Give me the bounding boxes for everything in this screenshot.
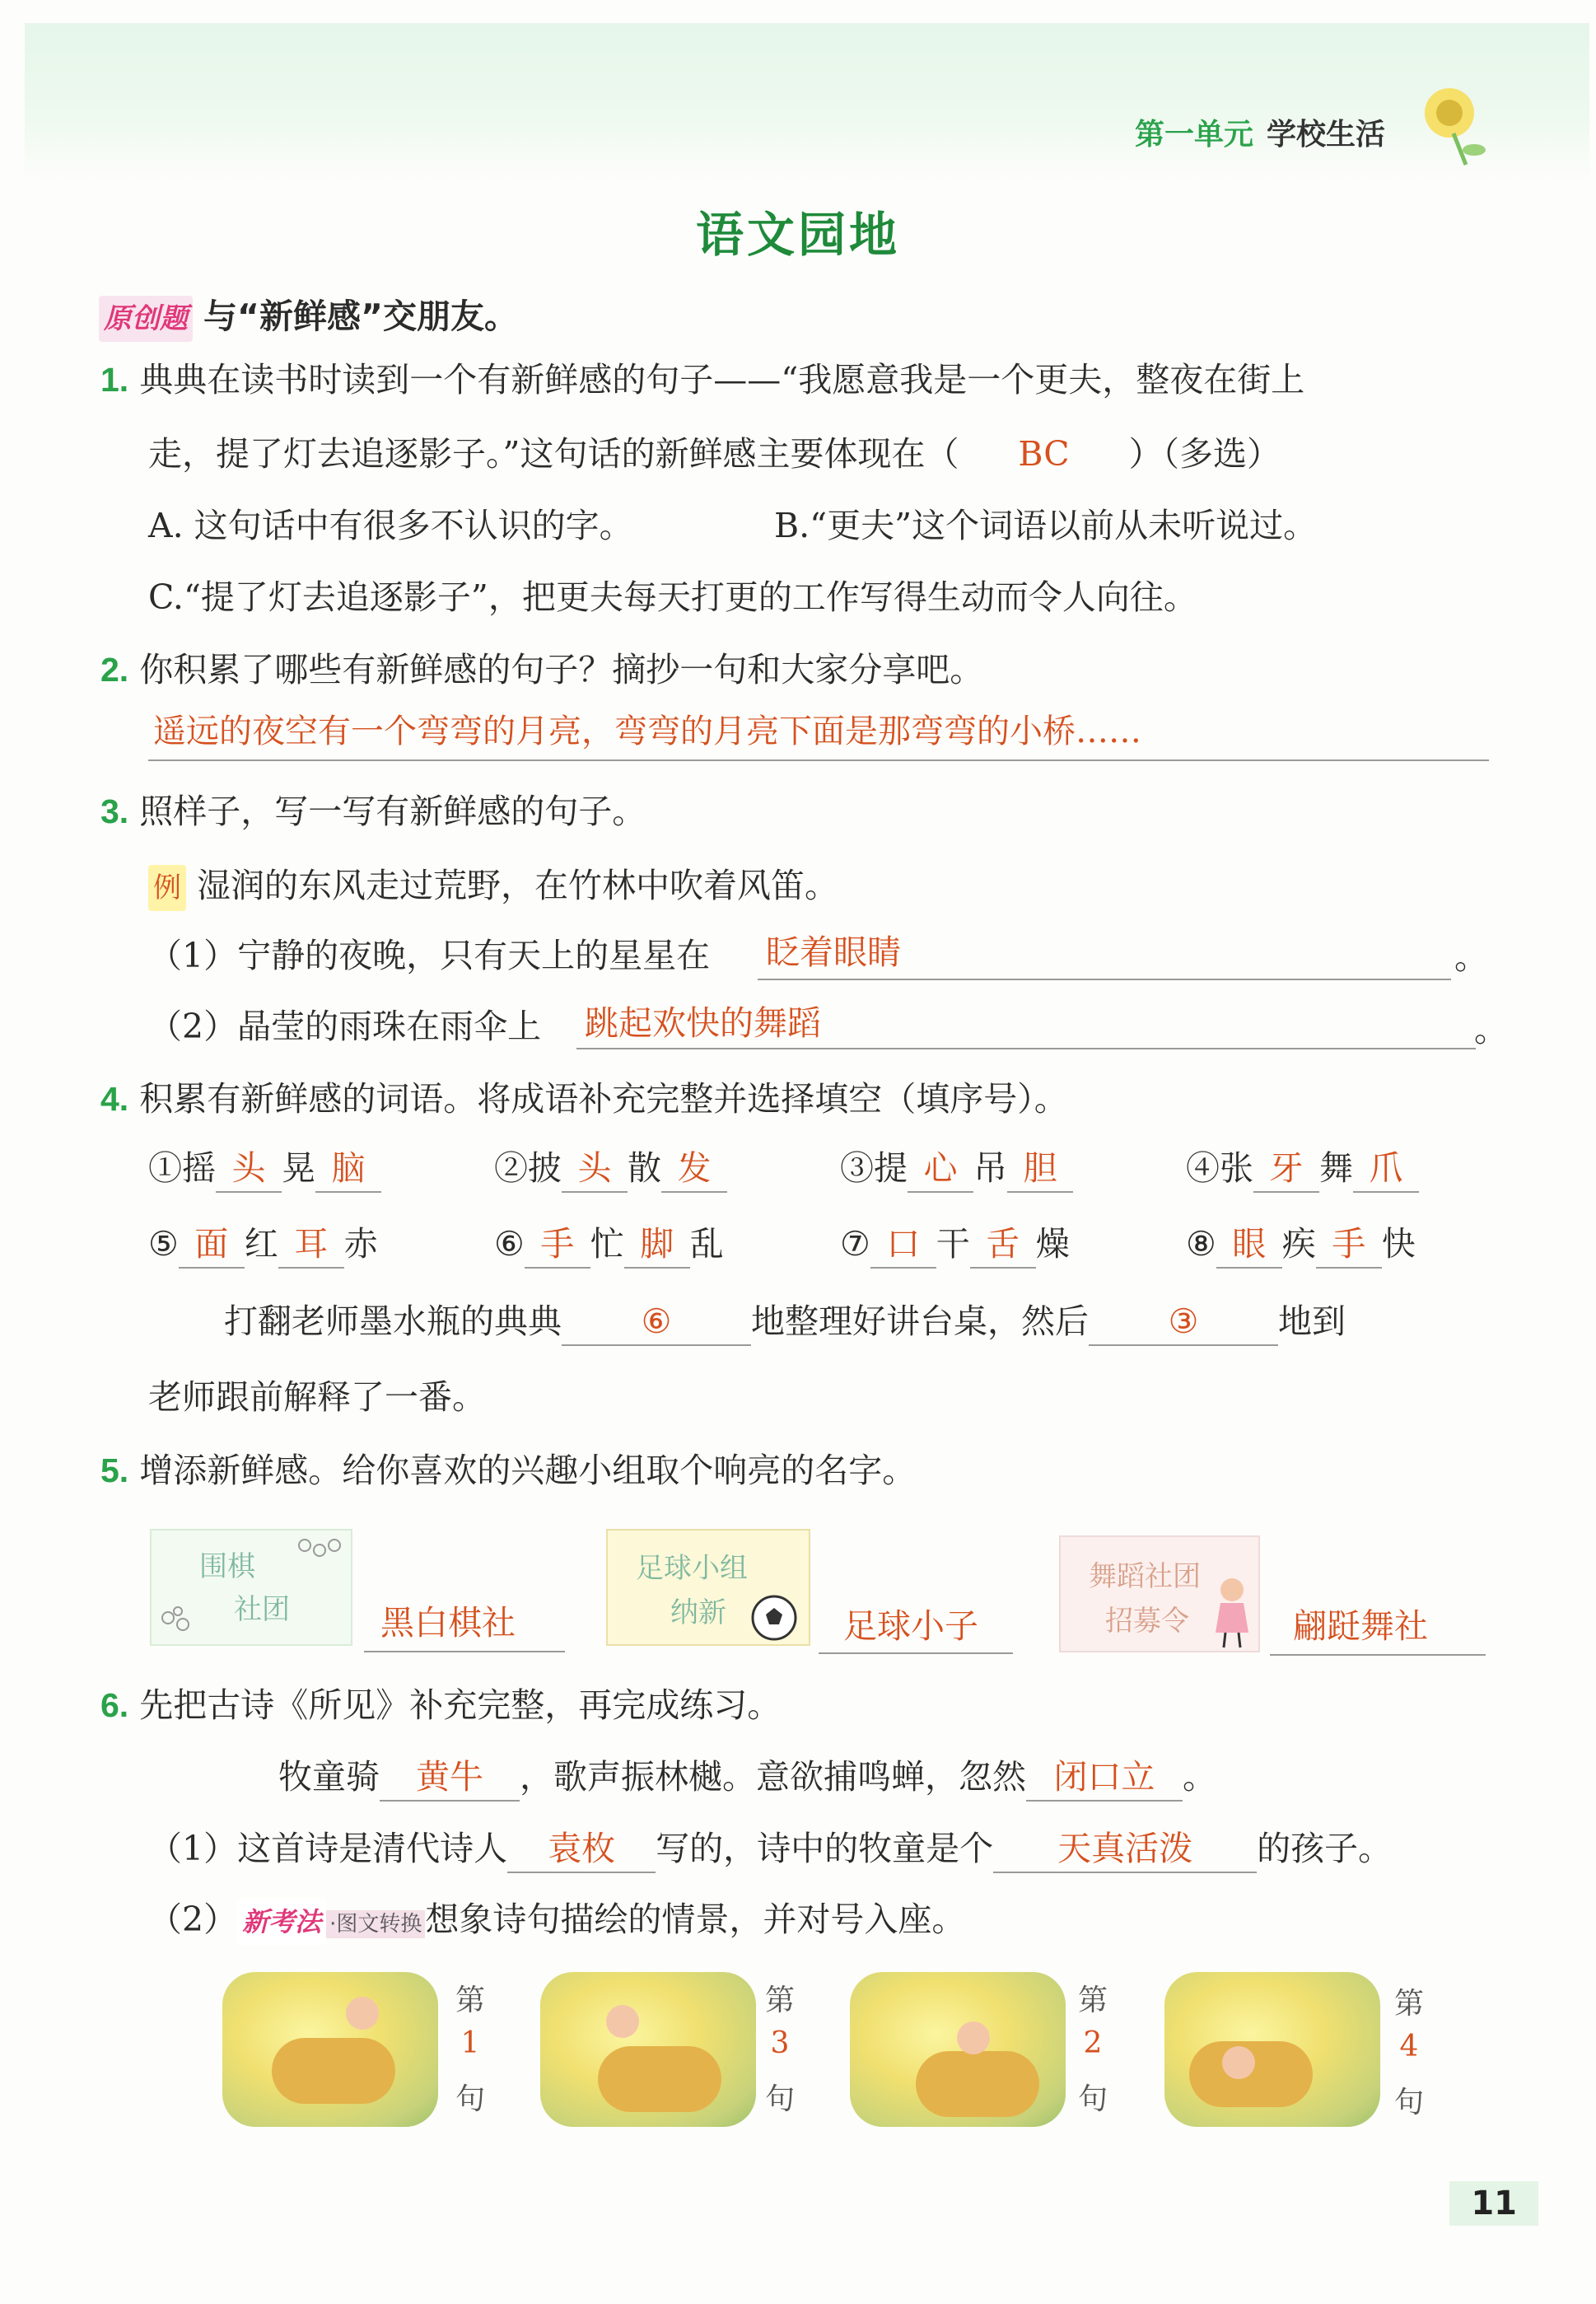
- q1-text-1: 典典在读书时读到一个有新鲜感的句子——“我愿意我是一个更夫，整夜在街上: [139, 360, 1305, 400]
- q6-line: [100, 1682, 781, 1728]
- q4-fill-text-2: 地整理好讲台桌，然后: [751, 1302, 1089, 1341]
- q4-text: 积累有新鲜感的词语。将成语补充完整并选择填空（填序号）。: [139, 1079, 1068, 1119]
- q1-option-c: C.“提了灯去追逐影子”，把更夫每天打更的工作写得生动而令人向往。: [148, 577, 1197, 617]
- sentence-label: 句: [455, 2082, 485, 2116]
- football-icon: [749, 1593, 799, 1643]
- group-answer-line-1: [364, 1651, 565, 1652]
- q3-s1-line: [758, 979, 1451, 980]
- scene-picture-2: [540, 1972, 756, 2127]
- q2-number: 2.: [100, 651, 129, 689]
- q4-fill-line: [224, 1298, 1346, 1346]
- new-method-tag: 新考法: [237, 1899, 326, 1945]
- q3-s2: （2）晶莹的雨珠在雨伞上: [148, 1007, 542, 1046]
- idiom-8: ⑧ 眼 疾 手 快: [1186, 1221, 1416, 1269]
- idiom-1: ①摇 头 晃 脑: [148, 1145, 381, 1193]
- q6-p1-line: （1）这首诗是清代诗人 袁枚 写的，诗中的牧童是个 天真活泼 的孩子。: [148, 1825, 1392, 1873]
- q6-p2-line: （2） 新考法 ·图文转换想象诗句描绘的情景，并对号入座。: [148, 1896, 965, 1947]
- group-answer-2: 足球小子: [843, 1606, 978, 1646]
- sunflower-icon: [1408, 76, 1499, 166]
- q5-text: 增添新鲜感。给你喜欢的兴趣小组取个响亮的名字。: [139, 1451, 917, 1490]
- group-answer-line-3: [1270, 1654, 1486, 1656]
- image-text-tag: ·图文转换: [326, 1910, 425, 1938]
- sentence-label: 第: [1393, 1987, 1424, 2021]
- original-question-tag: 原创题: [99, 296, 193, 342]
- q3-s2-line: [576, 1048, 1476, 1049]
- group-card-dance: 舞蹈社团 招募令: [1059, 1535, 1260, 1652]
- sentence-label: 句: [764, 2082, 795, 2116]
- q3-s2-period: 。: [1474, 1010, 1508, 1049]
- q2-text: 你积累了哪些有新鲜感的句子？摘抄一句和大家分享吧。: [139, 650, 984, 689]
- q3-example: [148, 862, 838, 911]
- go-stones-icon: [160, 1606, 201, 1639]
- q1-line1: [100, 357, 1304, 403]
- scene-picture-4: [1164, 1972, 1380, 2127]
- scene-picture-1: [222, 1972, 438, 2127]
- q3-s1-period: 。: [1454, 937, 1488, 977]
- intro-line: [99, 293, 518, 342]
- q2-answer: 遥远的夜空有一个弯弯的月亮，弯弯的月亮下面是那弯弯的小桥……: [153, 713, 1141, 750]
- page-number: 11: [1449, 2181, 1538, 2226]
- q1-option-a: A. 这句话中有很多不认识的字。: [148, 506, 633, 545]
- header-band: [25, 23, 1589, 180]
- idiom-2: ②披 头 散 发: [494, 1145, 727, 1193]
- sentence-number-3: 2: [1083, 2026, 1103, 2060]
- group-answer-3: 翩跹舞社: [1293, 1606, 1428, 1646]
- q3-text: 照样子，写一写有新鲜感的句子。: [139, 792, 646, 831]
- q2-line: [100, 647, 983, 693]
- group-card-football: 足球小组 纳新: [606, 1529, 810, 1646]
- q6-text: 先把古诗《所见》补充完整，再完成练习。: [139, 1685, 782, 1725]
- group-card-weiqi: 围棋 社团: [150, 1529, 352, 1646]
- idiom-7: ⑦ 口 干 舌 燥: [840, 1221, 1070, 1269]
- q3-s1-answer: 眨着眼睛: [766, 932, 901, 972]
- q4-number: 4.: [100, 1080, 129, 1118]
- idiom-6: ⑥ 手 忙 脚 乱: [494, 1221, 724, 1269]
- q4-fill-answer-1: ⑥: [562, 1298, 751, 1346]
- q1-number: 1.: [100, 361, 129, 399]
- poem-answer-2: 闭口立: [1026, 1754, 1183, 1802]
- q1-text-3: ）（多选）: [1128, 434, 1281, 474]
- q4-fill-answer-2: ③: [1089, 1298, 1278, 1346]
- q4-fill-line-2: 老师跟前解释了一番。: [148, 1377, 486, 1417]
- scene-picture-3: [850, 1972, 1066, 2127]
- q6-number: 6.: [100, 1686, 129, 1724]
- q2-answer-line: [148, 759, 1489, 761]
- sentence-number-2: 3: [770, 2026, 790, 2060]
- sentence-number-4: 4: [1399, 2030, 1419, 2063]
- q4-line: [100, 1076, 1068, 1122]
- idiom-5: ⑤ 面 红 耳 赤: [148, 1221, 378, 1269]
- q4-fill-text-3: 地到: [1278, 1302, 1346, 1341]
- poem-line: 牧童骑 黄牛 ，歌声振林樾。意欲捕鸣蝉，忽然 闭口立 。: [278, 1754, 1216, 1802]
- group-answer-line-2: [819, 1652, 1013, 1654]
- q3-s2-answer: 跳起欢快的舞蹈: [585, 1003, 821, 1043]
- idiom-4: ④张 牙 舞 爪: [1186, 1145, 1419, 1193]
- unit-label: 第一单元: [1135, 118, 1254, 152]
- q1-option-b: B.“更夫”这个词语以前从未听说过。: [774, 506, 1318, 545]
- go-stones-icon: [296, 1537, 346, 1570]
- sentence-label: 第: [764, 1984, 795, 2017]
- p1-answer-1: 袁枚: [507, 1825, 656, 1873]
- unit-name: 学校生活: [1267, 118, 1386, 152]
- sentence-label: 第: [1077, 1984, 1108, 2017]
- q1-text-2: 走，提了灯去追逐影子。”这句话的新鲜感主要体现在（: [148, 434, 959, 474]
- q3-example-text: 湿润的东风走过荒野，在竹林中吹着风笛。: [197, 866, 839, 905]
- q5-number: 5.: [100, 1451, 129, 1489]
- q3-line: [100, 788, 646, 834]
- idiom-3: ③提 心 吊 胆: [840, 1145, 1073, 1193]
- page-title: 语文园地: [695, 207, 900, 263]
- q3-number: 3.: [100, 792, 129, 830]
- q4-fill-text-1: 打翻老师墨水瓶的典典: [224, 1302, 562, 1341]
- sentence-number-1: 1: [460, 2026, 480, 2060]
- group-answer-1: 黑白棋社: [380, 1603, 516, 1643]
- sentence-label: 句: [1393, 2086, 1424, 2119]
- dancing-girl-icon: [1209, 1575, 1258, 1649]
- q5-line: [100, 1447, 916, 1493]
- q1-line2: [148, 431, 1281, 477]
- p1-answer-2: 天真活泼: [993, 1825, 1257, 1873]
- example-tag: 例: [148, 865, 186, 911]
- sentence-label: 句: [1077, 2082, 1108, 2116]
- sentence-label: 第: [455, 1984, 485, 2017]
- q3-s1: （1）宁静的夜晚，只有天上的星星在: [148, 936, 711, 975]
- poem-answer-1: 黄牛: [380, 1754, 520, 1802]
- q1-answer: BC: [1018, 434, 1070, 474]
- intro-text: 与“新鲜感”交朋友。: [203, 297, 518, 336]
